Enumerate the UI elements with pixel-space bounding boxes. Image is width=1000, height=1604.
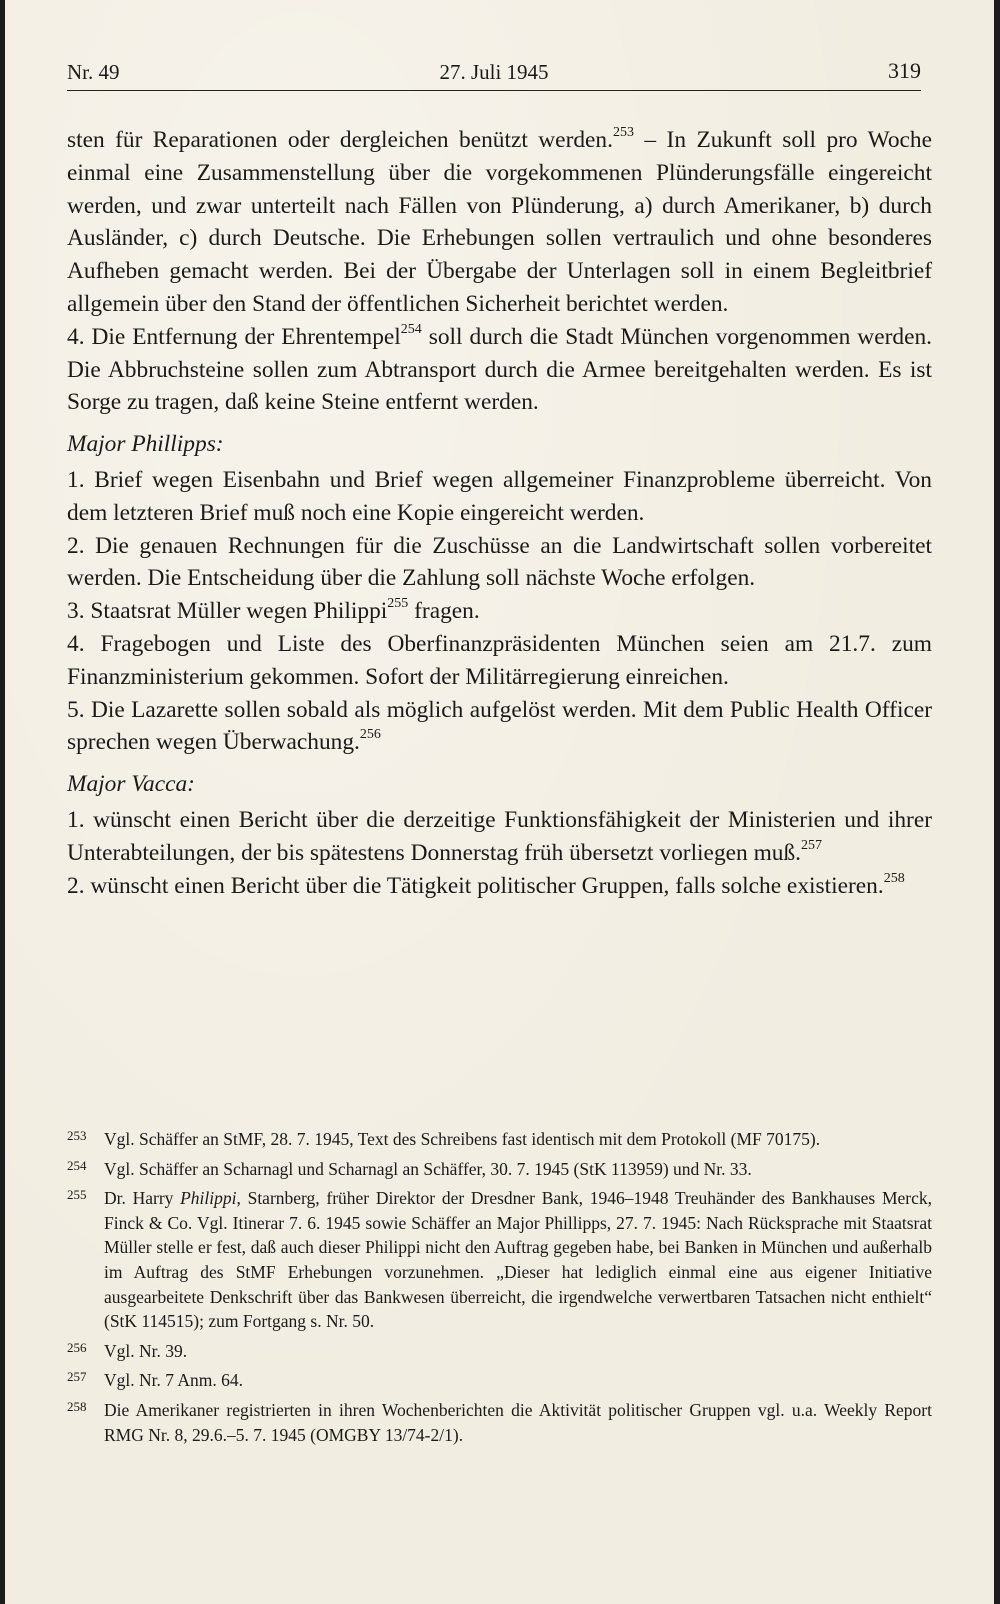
- footnote-ref-255[interactable]: 255: [387, 595, 409, 611]
- section-heading-major-phillipps: Major Phillipps:: [67, 431, 224, 458]
- document-number: Nr. 49: [67, 60, 120, 84]
- footnote-text: Vgl. Nr. 39.: [104, 1340, 188, 1361]
- item-vacca-2: [67, 870, 932, 903]
- footnote-ref-253[interactable]: 253: [612, 124, 634, 140]
- page-number: 319: [888, 58, 921, 83]
- item-text: 5. Die Lazarette sollen sobald als möglich aufgelöst werden. Mit dem Public Health Officer sprechen wegen Überwachung.: [67, 696, 932, 756]
- item-phillipps-3: [67, 595, 932, 628]
- person-name: Philippi: [180, 1188, 237, 1209]
- paragraph-text: 4. Die Entfernung der Ehrentempel: [67, 323, 401, 350]
- item-text: fragen.: [408, 598, 480, 625]
- item-phillipps-1: 1. Brief wegen Eisenbahn und Brief wegen allgemeiner Finanzprobleme überreicht. Von dem letzteren Brief muß noch eine Kopie eingereicht werden.: [67, 466, 932, 526]
- paragraph-text: soll durch die Stadt München vorgenommen werden. Die Abbruchsteine sollen zum Abtransport durch die Armee bereitgehalten werden. Es ist Sorge zu tragen, daß keine Steine entfernt werden.: [67, 323, 932, 416]
- footnote-257: [67, 1368, 932, 1393]
- footnote-text: Vgl. Schäffer an Scharnagl und Scharnagl an Schäffer, 30. 7. 1945 (StK 113959) und Nr. 33.: [104, 1158, 752, 1179]
- item-text: 2. wünscht einen Bericht über die Tätigkeit politischer Gruppen, falls solche existieren.: [67, 872, 884, 899]
- footnote-256: [67, 1339, 932, 1364]
- footnote-253: [67, 1127, 932, 1152]
- item-text: 1. wünscht einen Bericht über die derzeitige Funktionsfähigkeit der Ministerien und ihrer Unterabteilungen, der bis spätestens Donnerstag früh übersetzt vorliegen muß.: [67, 806, 932, 866]
- footnote-number: 255: [67, 1187, 87, 1203]
- item-text: 3. Staatsrat Müller wegen Philippi: [67, 598, 388, 625]
- footnote-number: 253: [67, 1128, 87, 1143]
- paragraph-ehrentempel: [67, 321, 932, 419]
- footnote-ref-254[interactable]: 254: [400, 321, 422, 337]
- footnotes: [67, 1127, 932, 1452]
- footnote-number: 256: [67, 1339, 87, 1355]
- footnote-ref-258[interactable]: 258: [883, 870, 905, 886]
- footnote-ref-257[interactable]: 257: [801, 837, 822, 853]
- paragraph-plundering-reports: [67, 124, 932, 321]
- footnote-255: [67, 1186, 932, 1334]
- section-heading-major-vacca: Major Vacca:: [67, 771, 195, 798]
- item-vacca-1: [67, 804, 932, 870]
- footnote-254: [67, 1157, 932, 1182]
- footnote-text: , Starnberg, früher Direktor der Dresdner Bank, 1946–1948 Treuhänder des Bankhauses Merck, Finck & Co. Vgl. Itinerar 7. 6. 1945 sowie Schäffer an Major Phillipps, 27. 7. 1945: Nach Rücksprache mit Staatsrat Müller stelle er fest, daß auch dieser Philippi nicht den Auftrag gegeben habe, bei Banken in München und außerhalb im Auftrag des StMF Erhebungen vorzunehmen. „Dieser hat lediglich einmal eine aus eigener Initiative ausgearbeitete Denkschrift über das Bankwesen überreicht, die irgendwelche verwertbaren Tatsachen nicht enthielt“ (StK 114515); zum Fortgang s. Nr. 50.: [104, 1188, 932, 1332]
- footnote-258: [67, 1398, 932, 1447]
- footnote-ref-256[interactable]: 256: [359, 727, 381, 743]
- item-phillipps-4: 4. Fragebogen und Liste des Oberfinanzpräsidenten München seien am 21.7. zum Finanzministerium gekommen. Sofort der Militärregierung einreichen.: [67, 630, 932, 690]
- footnote-text-prefix: Dr. Harry: [104, 1188, 181, 1209]
- running-head: [67, 58, 921, 91]
- footnote-number: 254: [67, 1157, 87, 1173]
- paragraph-text: sten für Reparationen oder dergleichen benützt werden.: [67, 127, 613, 153]
- footnote-text: Vgl. Schäffer an StMF, 28. 7. 1945, Text des Schreibens fast identisch mit dem Protokoll (MF 70175).: [104, 1129, 821, 1149]
- footnote-number: 257: [67, 1369, 87, 1385]
- paragraph-text: – In Zukunft soll pro Woche einmal eine Zusammenstellung über die vorgekommenen Plünderungsfälle eingereicht werden, und zwar unterteilt nach Fällen von Plünderung, a) durch Amerikaner, b) durch Ausländer, c) durch Deutsche. Die Erhebungen sollen vertraulich und ohne besonderes Aufheben gemacht werden. Bei der Übergabe der Unterlagen soll in einem Begleitbrief allgemein über den Stand der öffentlichen Sicherheit berichtet werden.: [67, 127, 932, 317]
- footnote-text: Vgl. Nr. 7 Anm. 64.: [104, 1370, 244, 1391]
- item-phillipps-2: 2. Die genauen Rechnungen für die Zuschüsse an die Landwirtschaft sollen vorbereitet werden. Die Entscheidung über die Zahlung soll nächste Woche erfolgen.: [67, 532, 932, 592]
- document-date: 27. Juli 1945: [439, 60, 549, 84]
- footnote-number: 258: [67, 1398, 87, 1414]
- protocol-body: [67, 124, 932, 902]
- item-phillipps-5: [67, 694, 932, 760]
- footnote-text: Die Amerikaner registrierten in ihren Wochenberichten die Aktivität politischer Gruppen vgl. u.a. Weekly Report RMG Nr. 8, 29.6.–5. 7. 1945 (OMGBY 13/74-2/1).: [104, 1399, 932, 1445]
